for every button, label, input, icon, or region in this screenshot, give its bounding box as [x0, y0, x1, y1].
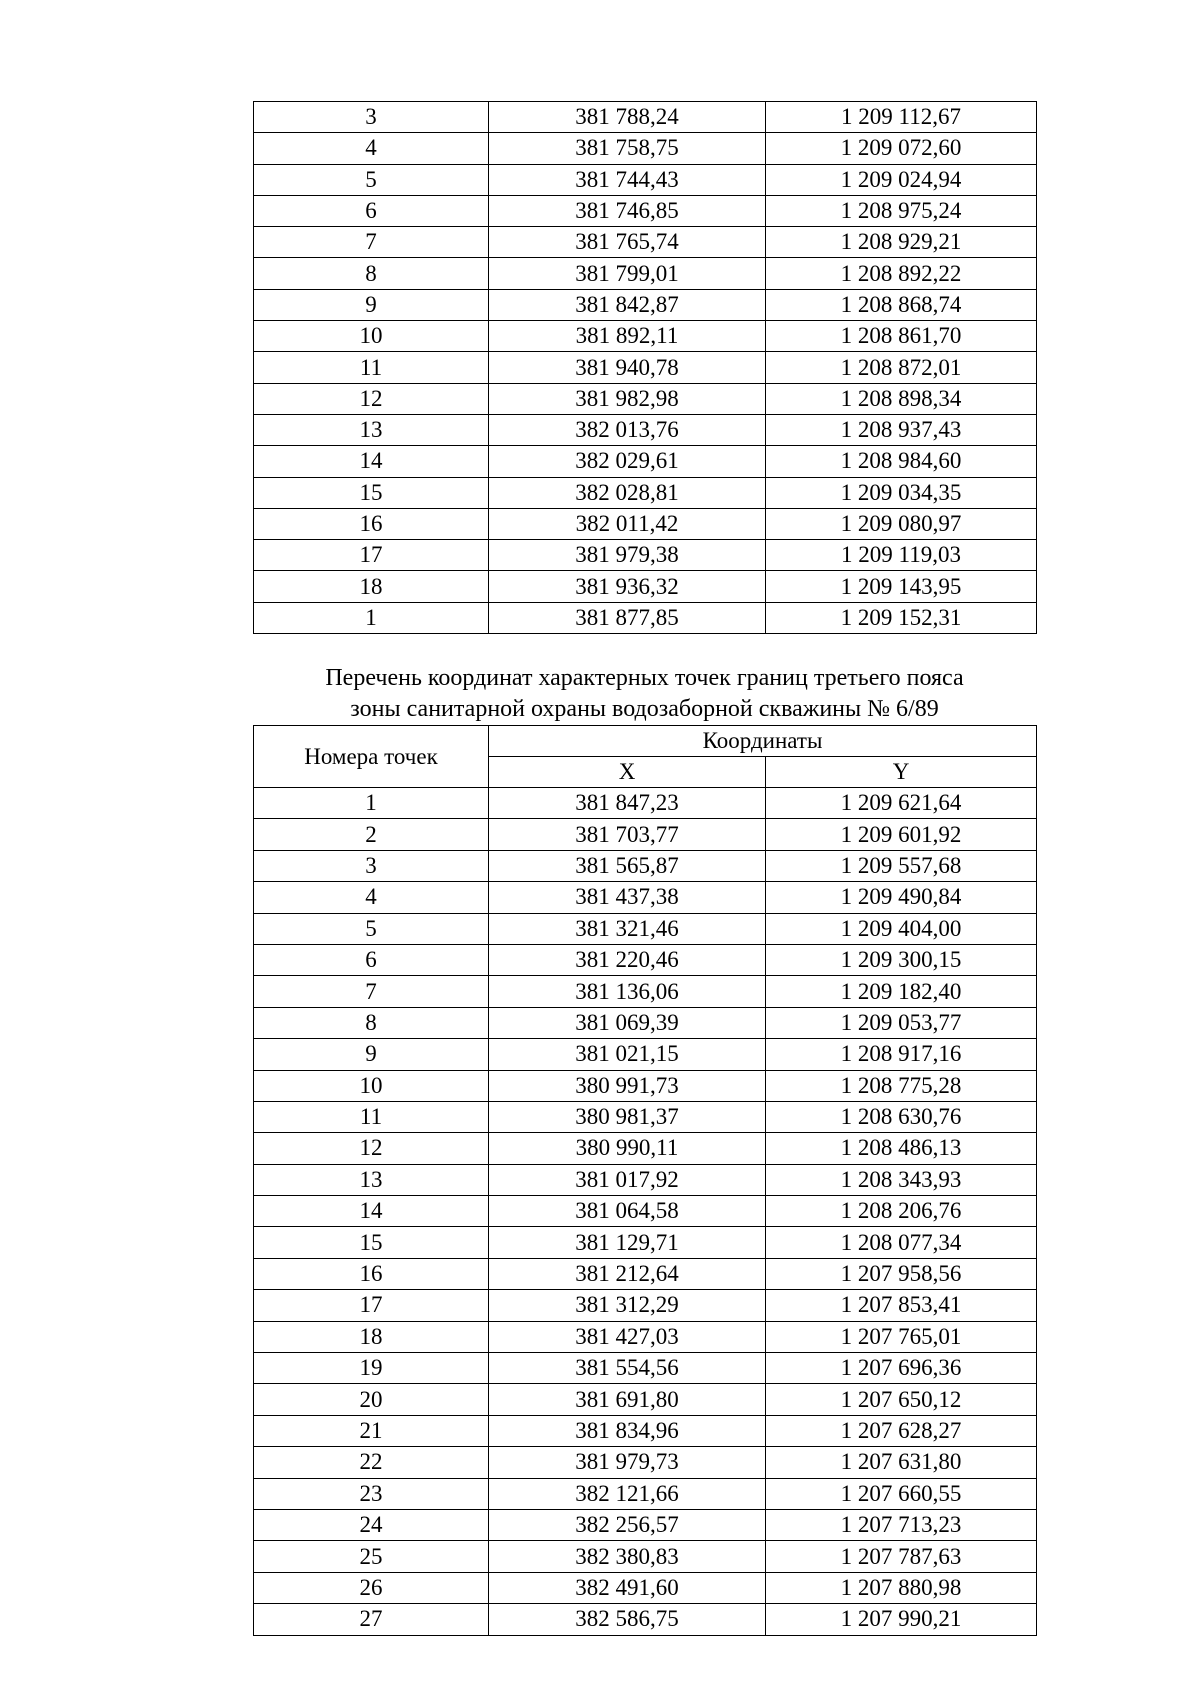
- y-coordinate-cell: 1 208 775,28: [766, 1070, 1037, 1101]
- x-coordinate-cell: 381 064,58: [489, 1196, 766, 1227]
- point-number-cell: 16: [254, 1258, 489, 1289]
- y-coordinate-cell: 1 207 787,63: [766, 1541, 1037, 1572]
- y-coordinate-cell: 1 207 958,56: [766, 1258, 1037, 1289]
- y-coordinate-cell: 1 208 984,60: [766, 446, 1037, 477]
- table-row: [254, 258, 1037, 289]
- table-row: [254, 1509, 1037, 1540]
- y-coordinate-cell: 1 208 868,74: [766, 289, 1037, 320]
- table-row: [254, 383, 1037, 414]
- x-coordinate-cell: 382 256,57: [489, 1509, 766, 1540]
- coordinates-table-continued-body: [254, 102, 1037, 634]
- point-number-cell: 10: [254, 1070, 489, 1101]
- point-number-cell: 11: [254, 352, 489, 383]
- table-header: [254, 726, 1037, 788]
- x-coordinate-cell: 382 013,76: [489, 414, 766, 445]
- y-coordinate-cell: 1 208 077,34: [766, 1227, 1037, 1258]
- point-number-cell: 18: [254, 1321, 489, 1352]
- y-coordinate-cell: 1 208 929,21: [766, 227, 1037, 258]
- y-coordinate-cell: 1 207 660,55: [766, 1478, 1037, 1509]
- point-number-cell: 5: [254, 164, 489, 195]
- point-number-cell: 16: [254, 508, 489, 539]
- y-coordinate-cell: 1 207 631,80: [766, 1447, 1037, 1478]
- point-number-cell: 3: [254, 850, 489, 881]
- table-row: [254, 1164, 1037, 1195]
- table-row: [254, 195, 1037, 226]
- x-coordinate-cell: 381 877,85: [489, 602, 766, 633]
- point-number-cell: 8: [254, 1007, 489, 1038]
- point-number-cell: 1: [254, 788, 489, 819]
- x-coordinate-cell: 381 427,03: [489, 1321, 766, 1352]
- table-row: [254, 352, 1037, 383]
- point-number-cell: 12: [254, 1133, 489, 1164]
- x-coordinate-cell: 382 121,66: [489, 1478, 766, 1509]
- table-row: [254, 1133, 1037, 1164]
- point-number-cell: 25: [254, 1541, 489, 1572]
- x-coordinate-cell: 381 136,06: [489, 976, 766, 1007]
- point-number-cell: 18: [254, 571, 489, 602]
- y-coordinate-cell: 1 207 628,27: [766, 1415, 1037, 1446]
- y-coordinate-cell: 1 209 072,60: [766, 133, 1037, 164]
- point-number-cell: 14: [254, 1196, 489, 1227]
- table-row: [254, 1572, 1037, 1603]
- table-row: [254, 1415, 1037, 1446]
- header-coordinates: Координаты: [489, 726, 1037, 757]
- y-coordinate-cell: 1 208 898,34: [766, 383, 1037, 414]
- header-y: Y: [766, 757, 1037, 788]
- point-number-cell: 21: [254, 1415, 489, 1446]
- point-number-cell: 9: [254, 1039, 489, 1070]
- point-number-cell: 4: [254, 882, 489, 913]
- table-row: [254, 1227, 1037, 1258]
- table-row: [254, 1447, 1037, 1478]
- point-number-cell: 27: [254, 1604, 489, 1635]
- x-coordinate-cell: 381 437,38: [489, 882, 766, 913]
- table-row: [254, 1541, 1037, 1572]
- table-row: [254, 819, 1037, 850]
- point-number-cell: 17: [254, 540, 489, 571]
- y-coordinate-cell: 1 209 601,92: [766, 819, 1037, 850]
- table-row: [254, 788, 1037, 819]
- point-number-cell: 5: [254, 913, 489, 944]
- point-number-cell: 9: [254, 289, 489, 320]
- coordinates-table-continued: [253, 101, 1037, 634]
- y-coordinate-cell: 1 207 853,41: [766, 1290, 1037, 1321]
- y-coordinate-cell: 1 208 343,93: [766, 1164, 1037, 1195]
- header-x: X: [489, 757, 766, 788]
- point-number-cell: 6: [254, 944, 489, 975]
- table-title-line-2: зоны санитарной охраны водозаборной скважины № 6/89: [350, 696, 939, 722]
- y-coordinate-cell: 1 208 206,76: [766, 1196, 1037, 1227]
- y-coordinate-cell: 1 208 630,76: [766, 1101, 1037, 1132]
- table-row: [254, 477, 1037, 508]
- table-row: [254, 602, 1037, 633]
- table-row: [254, 850, 1037, 881]
- point-number-cell: 13: [254, 414, 489, 445]
- x-coordinate-cell: 381 321,46: [489, 913, 766, 944]
- y-coordinate-cell: 1 209 404,00: [766, 913, 1037, 944]
- table-row: [254, 571, 1037, 602]
- point-number-cell: 4: [254, 133, 489, 164]
- y-coordinate-cell: 1 208 917,16: [766, 1039, 1037, 1070]
- y-coordinate-cell: 1 207 650,12: [766, 1384, 1037, 1415]
- x-coordinate-cell: 381 565,87: [489, 850, 766, 881]
- y-coordinate-cell: 1 207 880,98: [766, 1572, 1037, 1603]
- x-coordinate-cell: 381 129,71: [489, 1227, 766, 1258]
- point-number-cell: 17: [254, 1290, 489, 1321]
- y-coordinate-cell: 1 209 300,15: [766, 944, 1037, 975]
- y-coordinate-cell: 1 209 053,77: [766, 1007, 1037, 1038]
- x-coordinate-cell: 381 892,11: [489, 321, 766, 352]
- point-number-cell: 13: [254, 1164, 489, 1195]
- x-coordinate-cell: 382 491,60: [489, 1572, 766, 1603]
- table-row: [254, 1101, 1037, 1132]
- x-coordinate-cell: 381 212,64: [489, 1258, 766, 1289]
- table-row: [254, 976, 1037, 1007]
- table-row: [254, 414, 1037, 445]
- table-row: [254, 1196, 1037, 1227]
- coordinates-table-third-belt: [253, 725, 1037, 1636]
- point-number-cell: 6: [254, 195, 489, 226]
- table-row: [254, 102, 1037, 133]
- y-coordinate-cell: 1 208 861,70: [766, 321, 1037, 352]
- y-coordinate-cell: 1 208 872,01: [766, 352, 1037, 383]
- table-row: [254, 164, 1037, 195]
- y-coordinate-cell: 1 208 486,13: [766, 1133, 1037, 1164]
- x-coordinate-cell: 381 758,75: [489, 133, 766, 164]
- y-coordinate-cell: 1 209 034,35: [766, 477, 1037, 508]
- x-coordinate-cell: 382 029,61: [489, 446, 766, 477]
- x-coordinate-cell: 382 028,81: [489, 477, 766, 508]
- y-coordinate-cell: 1 209 490,84: [766, 882, 1037, 913]
- point-number-cell: 20: [254, 1384, 489, 1415]
- x-coordinate-cell: 382 380,83: [489, 1541, 766, 1572]
- table-row: [254, 1007, 1037, 1038]
- x-coordinate-cell: 380 990,11: [489, 1133, 766, 1164]
- x-coordinate-cell: 381 834,96: [489, 1415, 766, 1446]
- y-coordinate-cell: 1 209 112,67: [766, 102, 1037, 133]
- x-coordinate-cell: 381 554,56: [489, 1353, 766, 1384]
- table-row: [254, 882, 1037, 913]
- x-coordinate-cell: 382 586,75: [489, 1604, 766, 1635]
- point-number-cell: 7: [254, 976, 489, 1007]
- y-coordinate-cell: 1 207 765,01: [766, 1321, 1037, 1352]
- y-coordinate-cell: 1 209 621,64: [766, 788, 1037, 819]
- x-coordinate-cell: 381 847,23: [489, 788, 766, 819]
- y-coordinate-cell: 1 207 990,21: [766, 1604, 1037, 1635]
- y-coordinate-cell: 1 209 182,40: [766, 976, 1037, 1007]
- point-number-cell: 23: [254, 1478, 489, 1509]
- x-coordinate-cell: 381 979,73: [489, 1447, 766, 1478]
- point-number-cell: 2: [254, 819, 489, 850]
- point-number-cell: 11: [254, 1101, 489, 1132]
- y-coordinate-cell: 1 208 975,24: [766, 195, 1037, 226]
- point-number-cell: 26: [254, 1572, 489, 1603]
- x-coordinate-cell: 380 991,73: [489, 1070, 766, 1101]
- table-row: [254, 508, 1037, 539]
- y-coordinate-cell: 1 207 696,36: [766, 1353, 1037, 1384]
- point-number-cell: 24: [254, 1509, 489, 1540]
- x-coordinate-cell: 380 981,37: [489, 1101, 766, 1132]
- y-coordinate-cell: 1 209 143,95: [766, 571, 1037, 602]
- point-number-cell: 3: [254, 102, 489, 133]
- point-number-cell: 10: [254, 321, 489, 352]
- point-number-cell: 14: [254, 446, 489, 477]
- table-row: [254, 1039, 1037, 1070]
- x-coordinate-cell: 381 936,32: [489, 571, 766, 602]
- table-row: [254, 1478, 1037, 1509]
- x-coordinate-cell: 381 069,39: [489, 1007, 766, 1038]
- point-number-cell: 19: [254, 1353, 489, 1384]
- x-coordinate-cell: 381 746,85: [489, 195, 766, 226]
- y-coordinate-cell: 1 208 892,22: [766, 258, 1037, 289]
- table-title: [253, 663, 1036, 725]
- table-row: [254, 913, 1037, 944]
- point-number-cell: 12: [254, 383, 489, 414]
- y-coordinate-cell: 1 208 937,43: [766, 414, 1037, 445]
- table-row: [254, 540, 1037, 571]
- x-coordinate-cell: 381 799,01: [489, 258, 766, 289]
- x-coordinate-cell: 381 842,87: [489, 289, 766, 320]
- header-point-numbers: Номера точек: [254, 726, 489, 788]
- y-coordinate-cell: 1 209 152,31: [766, 602, 1037, 633]
- table-row: [254, 133, 1037, 164]
- table-row: [254, 1384, 1037, 1415]
- point-number-cell: 15: [254, 477, 489, 508]
- x-coordinate-cell: 381 691,80: [489, 1384, 766, 1415]
- y-coordinate-cell: 1 209 080,97: [766, 508, 1037, 539]
- x-coordinate-cell: 381 788,24: [489, 102, 766, 133]
- x-coordinate-cell: 381 979,38: [489, 540, 766, 571]
- x-coordinate-cell: 381 017,92: [489, 1164, 766, 1195]
- point-number-cell: 15: [254, 1227, 489, 1258]
- x-coordinate-cell: 381 220,46: [489, 944, 766, 975]
- table-row: [254, 944, 1037, 975]
- table-row: [254, 446, 1037, 477]
- y-coordinate-cell: 1 209 557,68: [766, 850, 1037, 881]
- x-coordinate-cell: 381 982,98: [489, 383, 766, 414]
- x-coordinate-cell: 381 312,29: [489, 1290, 766, 1321]
- table-row: [254, 321, 1037, 352]
- header-row: [254, 726, 1037, 757]
- x-coordinate-cell: 381 703,77: [489, 819, 766, 850]
- x-coordinate-cell: 381 765,74: [489, 227, 766, 258]
- y-coordinate-cell: 1 209 024,94: [766, 164, 1037, 195]
- y-coordinate-cell: 1 207 713,23: [766, 1509, 1037, 1540]
- table-row: [254, 1290, 1037, 1321]
- table-row: [254, 289, 1037, 320]
- table-title-line-1: Перечень координат характерных точек границ третьего пояса: [325, 665, 964, 691]
- table-row: [254, 1258, 1037, 1289]
- point-number-cell: 7: [254, 227, 489, 258]
- table-row: [254, 1070, 1037, 1101]
- table-row: [254, 1321, 1037, 1352]
- point-number-cell: 8: [254, 258, 489, 289]
- y-coordinate-cell: 1 209 119,03: [766, 540, 1037, 571]
- table-row: [254, 1604, 1037, 1635]
- x-coordinate-cell: 382 011,42: [489, 508, 766, 539]
- table-row: [254, 1353, 1037, 1384]
- point-number-cell: 1: [254, 602, 489, 633]
- x-coordinate-cell: 381 021,15: [489, 1039, 766, 1070]
- coordinates-table-third-belt-body: [254, 788, 1037, 1636]
- x-coordinate-cell: 381 744,43: [489, 164, 766, 195]
- table-row: [254, 227, 1037, 258]
- x-coordinate-cell: 381 940,78: [489, 352, 766, 383]
- point-number-cell: 22: [254, 1447, 489, 1478]
